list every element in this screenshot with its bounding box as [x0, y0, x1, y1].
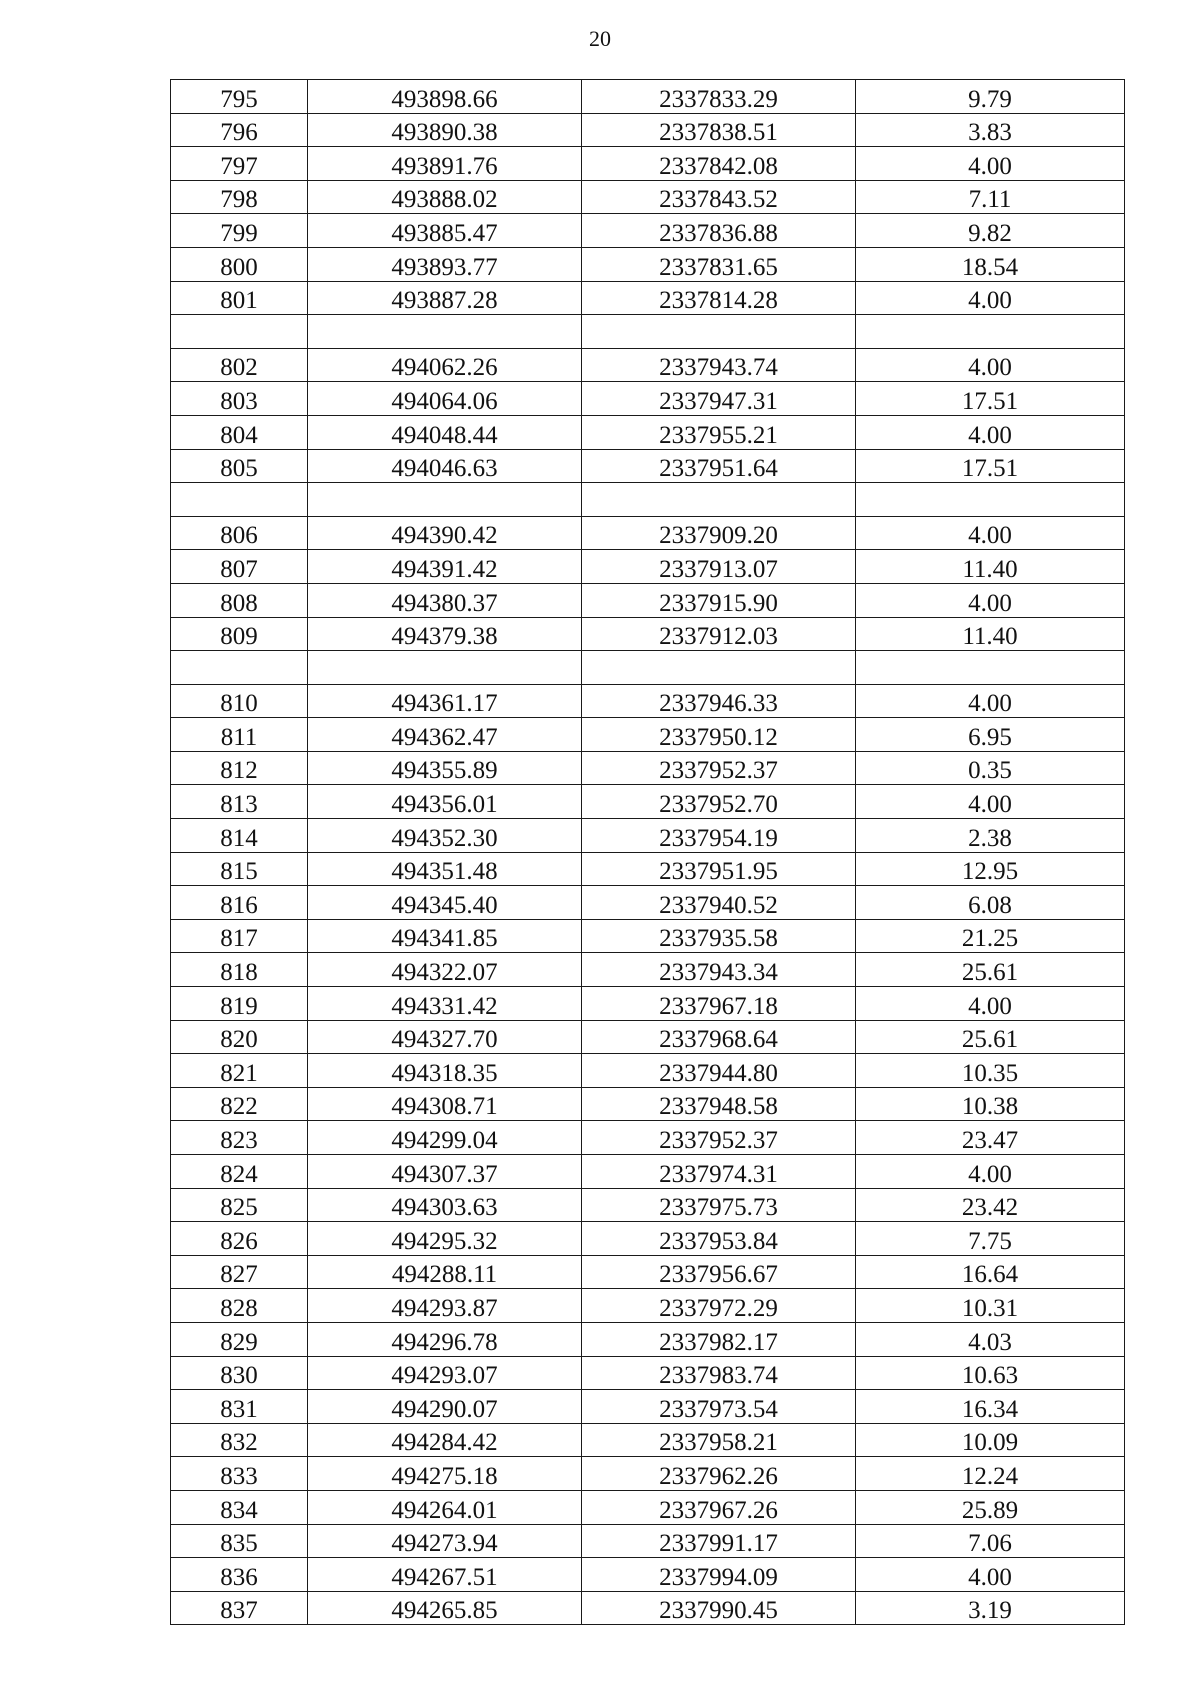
table-row: [171, 1591, 1125, 1625]
y-coordinate-cell: 2337915.90: [582, 583, 856, 617]
y-coordinate-cell: 2337831.65: [582, 247, 856, 281]
x-coordinate-cell: 494331.42: [308, 987, 582, 1021]
y-coordinate-cell: 2337913.07: [582, 550, 856, 584]
y-coordinate-cell: 2337990.45: [582, 1591, 856, 1625]
table-row: [171, 1054, 1125, 1088]
point-number-cell: 833: [171, 1457, 308, 1491]
distance-cell: 0.35: [856, 751, 1125, 785]
x-coordinate-cell: 494295.32: [308, 1222, 582, 1256]
x-coordinate-cell: 493891.76: [308, 147, 582, 181]
table-row: [171, 483, 1125, 517]
x-coordinate-cell: 493887.28: [308, 281, 582, 315]
x-coordinate-cell: 494351.48: [308, 852, 582, 886]
table-row: [171, 1558, 1125, 1592]
y-coordinate-cell: 2337967.18: [582, 987, 856, 1021]
table-row: [171, 1255, 1125, 1289]
point-number-cell: 825: [171, 1188, 308, 1222]
table-row: [171, 1020, 1125, 1054]
table-row: [171, 919, 1125, 953]
y-coordinate-cell: 2337956.67: [582, 1255, 856, 1289]
table-row: [171, 819, 1125, 853]
point-number-cell: 804: [171, 415, 308, 449]
x-coordinate-cell: 494379.38: [308, 617, 582, 651]
distance-cell: 4.00: [856, 348, 1125, 382]
table-row: [171, 718, 1125, 752]
y-coordinate-cell: 2337842.08: [582, 147, 856, 181]
x-coordinate-cell: 494327.70: [308, 1020, 582, 1054]
y-coordinate-cell: [582, 483, 856, 517]
table-row: [171, 147, 1125, 181]
x-coordinate-cell: 494267.51: [308, 1558, 582, 1592]
table-row: [171, 214, 1125, 248]
distance-cell: 10.35: [856, 1054, 1125, 1088]
x-coordinate-cell: 494062.26: [308, 348, 582, 382]
y-coordinate-cell: 2337912.03: [582, 617, 856, 651]
table-row: [171, 617, 1125, 651]
distance-cell: 3.83: [856, 113, 1125, 147]
table-row: [171, 516, 1125, 550]
x-coordinate-cell: 494046.63: [308, 449, 582, 483]
x-coordinate-cell: 494288.11: [308, 1255, 582, 1289]
distance-cell: 10.09: [856, 1423, 1125, 1457]
table-row: [171, 852, 1125, 886]
table-row: [171, 1322, 1125, 1356]
x-coordinate-cell: 494296.78: [308, 1322, 582, 1356]
table-row: [171, 415, 1125, 449]
y-coordinate-cell: 2337955.21: [582, 415, 856, 449]
distance-cell: 4.00: [856, 987, 1125, 1021]
distance-cell: 18.54: [856, 247, 1125, 281]
x-coordinate-cell: 494273.94: [308, 1524, 582, 1558]
y-coordinate-cell: 2337953.84: [582, 1222, 856, 1256]
distance-cell: 23.47: [856, 1121, 1125, 1155]
y-coordinate-cell: [582, 651, 856, 685]
table-row: [171, 1121, 1125, 1155]
point-number-cell: 813: [171, 785, 308, 819]
x-coordinate-cell: 493893.77: [308, 247, 582, 281]
table-row: [171, 449, 1125, 483]
point-number-cell: 807: [171, 550, 308, 584]
distance-cell: [856, 651, 1125, 685]
y-coordinate-cell: 2337982.17: [582, 1322, 856, 1356]
x-coordinate-cell: 494380.37: [308, 583, 582, 617]
point-number-cell: 800: [171, 247, 308, 281]
point-number-cell: 797: [171, 147, 308, 181]
x-coordinate-cell: 494264.01: [308, 1490, 582, 1524]
table-row: [171, 684, 1125, 718]
point-number-cell: 809: [171, 617, 308, 651]
y-coordinate-cell: 2337968.64: [582, 1020, 856, 1054]
page-number: 20: [589, 26, 611, 51]
point-number-cell: 799: [171, 214, 308, 248]
table-row: [171, 886, 1125, 920]
point-number-cell: 824: [171, 1155, 308, 1189]
y-coordinate-cell: 2337947.31: [582, 382, 856, 416]
distance-cell: 4.00: [856, 516, 1125, 550]
table-row: [171, 651, 1125, 685]
distance-cell: 6.08: [856, 886, 1125, 920]
table-row: [171, 1423, 1125, 1457]
point-number-cell: 802: [171, 348, 308, 382]
point-number-cell: 829: [171, 1322, 308, 1356]
point-number-cell: 801: [171, 281, 308, 315]
table-row: [171, 1188, 1125, 1222]
point-number-cell: 831: [171, 1390, 308, 1424]
x-coordinate-cell: 494362.47: [308, 718, 582, 752]
table-row: [171, 1524, 1125, 1558]
distance-cell: 4.00: [856, 583, 1125, 617]
x-coordinate-cell: [308, 315, 582, 349]
distance-cell: 4.00: [856, 1558, 1125, 1592]
distance-cell: 9.79: [856, 80, 1125, 114]
distance-cell: 17.51: [856, 382, 1125, 416]
y-coordinate-cell: 2337994.09: [582, 1558, 856, 1592]
y-coordinate-cell: 2337948.58: [582, 1087, 856, 1121]
y-coordinate-cell: 2337836.88: [582, 214, 856, 248]
table-row: [171, 382, 1125, 416]
x-coordinate-cell: 494318.35: [308, 1054, 582, 1088]
y-coordinate-cell: 2337951.95: [582, 852, 856, 886]
point-number-cell: 835: [171, 1524, 308, 1558]
x-coordinate-cell: 494352.30: [308, 819, 582, 853]
y-coordinate-cell: 2337946.33: [582, 684, 856, 718]
table-row: [171, 1087, 1125, 1121]
table-row: [171, 80, 1125, 114]
distance-cell: 12.95: [856, 852, 1125, 886]
y-coordinate-cell: 2337983.74: [582, 1356, 856, 1390]
point-number-cell: 817: [171, 919, 308, 953]
y-coordinate-cell: 2337952.70: [582, 785, 856, 819]
y-coordinate-cell: 2337940.52: [582, 886, 856, 920]
point-number-cell: 830: [171, 1356, 308, 1390]
x-coordinate-cell: 494307.37: [308, 1155, 582, 1189]
y-coordinate-cell: 2337935.58: [582, 919, 856, 953]
x-coordinate-cell: 494355.89: [308, 751, 582, 785]
point-number-cell: [171, 483, 308, 517]
table-row: [171, 583, 1125, 617]
table-row: [171, 1457, 1125, 1491]
x-coordinate-cell: 494048.44: [308, 415, 582, 449]
distance-cell: 10.63: [856, 1356, 1125, 1390]
table-row: [171, 315, 1125, 349]
distance-cell: 4.00: [856, 684, 1125, 718]
x-coordinate-cell: 493898.66: [308, 80, 582, 114]
point-number-cell: 823: [171, 1121, 308, 1155]
point-number-cell: 822: [171, 1087, 308, 1121]
distance-cell: [856, 483, 1125, 517]
table-row: [171, 1490, 1125, 1524]
distance-cell: 4.00: [856, 1155, 1125, 1189]
x-coordinate-cell: 494275.18: [308, 1457, 582, 1491]
y-coordinate-cell: 2337943.74: [582, 348, 856, 382]
x-coordinate-cell: [308, 651, 582, 685]
distance-cell: 2.38: [856, 819, 1125, 853]
distance-cell: [856, 315, 1125, 349]
distance-cell: 25.89: [856, 1490, 1125, 1524]
distance-cell: 7.75: [856, 1222, 1125, 1256]
point-number-cell: 818: [171, 953, 308, 987]
table-row: [171, 113, 1125, 147]
distance-cell: 4.00: [856, 147, 1125, 181]
point-number-cell: 796: [171, 113, 308, 147]
distance-cell: 4.00: [856, 415, 1125, 449]
x-coordinate-cell: 494322.07: [308, 953, 582, 987]
point-number-cell: 828: [171, 1289, 308, 1323]
point-number-cell: 806: [171, 516, 308, 550]
point-number-cell: 811: [171, 718, 308, 752]
point-number-cell: 832: [171, 1423, 308, 1457]
coordinates-table-body: [171, 80, 1125, 1625]
x-coordinate-cell: 494361.17: [308, 684, 582, 718]
table-row: [171, 247, 1125, 281]
y-coordinate-cell: 2337952.37: [582, 1121, 856, 1155]
distance-cell: 25.61: [856, 1020, 1125, 1054]
table-row: [171, 348, 1125, 382]
point-number-cell: 837: [171, 1591, 308, 1625]
x-coordinate-cell: [308, 483, 582, 517]
table-row: [171, 751, 1125, 785]
point-number-cell: [171, 315, 308, 349]
y-coordinate-cell: 2337944.80: [582, 1054, 856, 1088]
point-number-cell: 814: [171, 819, 308, 853]
point-number-cell: 836: [171, 1558, 308, 1592]
y-coordinate-cell: 2337962.26: [582, 1457, 856, 1491]
point-number-cell: 820: [171, 1020, 308, 1054]
point-number-cell: 795: [171, 80, 308, 114]
y-coordinate-cell: 2337958.21: [582, 1423, 856, 1457]
y-coordinate-cell: 2337952.37: [582, 751, 856, 785]
distance-cell: 3.19: [856, 1591, 1125, 1625]
table-row: [171, 987, 1125, 1021]
point-number-cell: 826: [171, 1222, 308, 1256]
y-coordinate-cell: 2337838.51: [582, 113, 856, 147]
point-number-cell: 815: [171, 852, 308, 886]
distance-cell: 7.11: [856, 180, 1125, 214]
point-number-cell: 808: [171, 583, 308, 617]
x-coordinate-cell: 494390.42: [308, 516, 582, 550]
x-coordinate-cell: 494290.07: [308, 1390, 582, 1424]
distance-cell: 7.06: [856, 1524, 1125, 1558]
y-coordinate-cell: 2337974.31: [582, 1155, 856, 1189]
distance-cell: 23.42: [856, 1188, 1125, 1222]
distance-cell: 10.38: [856, 1087, 1125, 1121]
point-number-cell: 803: [171, 382, 308, 416]
x-coordinate-cell: 494293.87: [308, 1289, 582, 1323]
y-coordinate-cell: 2337833.29: [582, 80, 856, 114]
distance-cell: 16.64: [856, 1255, 1125, 1289]
x-coordinate-cell: 494299.04: [308, 1121, 582, 1155]
x-coordinate-cell: 494265.85: [308, 1591, 582, 1625]
point-number-cell: 805: [171, 449, 308, 483]
table-row: [171, 550, 1125, 584]
point-number-cell: 819: [171, 987, 308, 1021]
point-number-cell: [171, 651, 308, 685]
y-coordinate-cell: 2337991.17: [582, 1524, 856, 1558]
y-coordinate-cell: 2337967.26: [582, 1490, 856, 1524]
y-coordinate-cell: 2337975.73: [582, 1188, 856, 1222]
y-coordinate-cell: 2337950.12: [582, 718, 856, 752]
distance-cell: 12.24: [856, 1457, 1125, 1491]
y-coordinate-cell: 2337972.29: [582, 1289, 856, 1323]
y-coordinate-cell: 2337943.34: [582, 953, 856, 987]
y-coordinate-cell: [582, 315, 856, 349]
point-number-cell: 816: [171, 886, 308, 920]
table-row: [171, 1289, 1125, 1323]
point-number-cell: 821: [171, 1054, 308, 1088]
x-coordinate-cell: 494284.42: [308, 1423, 582, 1457]
distance-cell: 10.31: [856, 1289, 1125, 1323]
table-row: [171, 1222, 1125, 1256]
point-number-cell: 827: [171, 1255, 308, 1289]
x-coordinate-cell: 494303.63: [308, 1188, 582, 1222]
y-coordinate-cell: 2337814.28: [582, 281, 856, 315]
y-coordinate-cell: 2337909.20: [582, 516, 856, 550]
distance-cell: 25.61: [856, 953, 1125, 987]
distance-cell: 9.82: [856, 214, 1125, 248]
distance-cell: 11.40: [856, 550, 1125, 584]
x-coordinate-cell: 494391.42: [308, 550, 582, 584]
table-row: [171, 1390, 1125, 1424]
y-coordinate-cell: 2337843.52: [582, 180, 856, 214]
table-row: [171, 1356, 1125, 1390]
x-coordinate-cell: 494308.71: [308, 1087, 582, 1121]
distance-cell: 4.03: [856, 1322, 1125, 1356]
y-coordinate-cell: 2337973.54: [582, 1390, 856, 1424]
distance-cell: 4.00: [856, 281, 1125, 315]
table-row: [171, 1155, 1125, 1189]
distance-cell: 4.00: [856, 785, 1125, 819]
distance-cell: 11.40: [856, 617, 1125, 651]
x-coordinate-cell: 493888.02: [308, 180, 582, 214]
point-number-cell: 834: [171, 1490, 308, 1524]
x-coordinate-cell: 494356.01: [308, 785, 582, 819]
x-coordinate-cell: 493890.38: [308, 113, 582, 147]
x-coordinate-cell: 494341.85: [308, 919, 582, 953]
y-coordinate-cell: 2337954.19: [582, 819, 856, 853]
x-coordinate-cell: 494345.40: [308, 886, 582, 920]
distance-cell: 21.25: [856, 919, 1125, 953]
coordinates-table: [170, 79, 1125, 1625]
point-number-cell: 798: [171, 180, 308, 214]
distance-cell: 17.51: [856, 449, 1125, 483]
x-coordinate-cell: 493885.47: [308, 214, 582, 248]
table-row: [171, 785, 1125, 819]
table-row: [171, 953, 1125, 987]
x-coordinate-cell: 494293.07: [308, 1356, 582, 1390]
distance-cell: 6.95: [856, 718, 1125, 752]
x-coordinate-cell: 494064.06: [308, 382, 582, 416]
table-row: [171, 180, 1125, 214]
point-number-cell: 812: [171, 751, 308, 785]
distance-cell: 16.34: [856, 1390, 1125, 1424]
point-number-cell: 810: [171, 684, 308, 718]
table-row: [171, 281, 1125, 315]
y-coordinate-cell: 2337951.64: [582, 449, 856, 483]
